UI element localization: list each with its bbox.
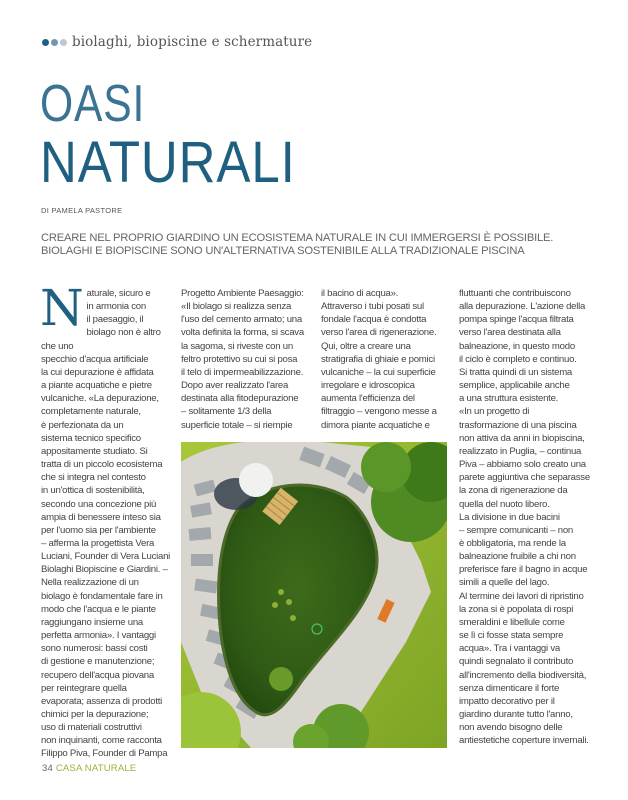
text-line: biolago non è altro che uno [41, 327, 161, 352]
column-2-lines [181, 287, 315, 432]
text-line: l'uso del cemento armato; una [181, 314, 302, 326]
text-line: in armonia con [86, 301, 146, 313]
text-line: «In un progetto di [459, 406, 530, 418]
text-line: Biolaghi Biopiscine e Giardini. – [41, 564, 168, 576]
text-line: Filippo Piva, Founder di Pampa [41, 748, 168, 760]
text-line: secondo una concezione più [41, 498, 157, 510]
text-line: sono numerosi: bassi costi [41, 643, 148, 655]
text-line: Qui, oltre a creare una [321, 340, 411, 352]
body-column-2 [181, 287, 315, 432]
text-line: fluttuanti che contribuiscono [459, 288, 571, 299]
text-line: Si tratta quindi di un sistema [459, 366, 573, 378]
text-line: vulcaniche. «La depurazione, [41, 393, 159, 405]
text-line: aumenta l'efficienza del [321, 393, 415, 405]
text-line: trasformazione di una piscina [459, 419, 577, 431]
text-line: parete aggiuntiva che separasse [459, 472, 590, 484]
section-label: biolaghi, biopiscine e schermature [72, 34, 313, 50]
text-line: semplice, applicabile anche [459, 380, 570, 392]
column-1-lines [40, 279, 177, 761]
text-line: è obbligatoria, ma rende la [459, 537, 566, 549]
text-line: feltro protettivo su cui si posa [181, 353, 298, 365]
text-line: uso di materiali costruttivi [41, 722, 142, 734]
text-line: smeraldini e libellule come [459, 616, 565, 628]
text-line: stratigrafia di ghiaie e pomici [321, 353, 435, 365]
text-line: Progetto Ambiente Paesaggio: [181, 288, 304, 299]
article-deck [41, 232, 621, 258]
text-line: specchio d'acqua artificiale [41, 353, 149, 365]
text-line: ampia di benessere inteso sia [41, 511, 161, 523]
text-line: senza dimenticare il forte [459, 682, 560, 694]
pond-illustration-icon [181, 442, 447, 748]
text-line: il paesaggio, il [86, 314, 144, 326]
text-line: il telo di impermeabilizzazione. [181, 366, 304, 378]
text-line: verso l'area destinata alla [459, 327, 561, 339]
text-line: completamente naturale, [41, 406, 141, 418]
text-line: volta definita la forma, si scava [181, 327, 304, 339]
text-line: modo che l'acqua e le piante [41, 603, 156, 615]
text-line: «Il biolago si realizza senza [181, 301, 292, 313]
text-line: il ciclo è completo e continuo. [459, 353, 577, 365]
text-line: sistema tecnico specifico [41, 432, 141, 444]
text-line: – sempre comunicanti – non [459, 524, 574, 536]
text-line: vulcaniche – la cui superficie [321, 366, 436, 378]
text-line: – afferma la progettista Vera [41, 537, 155, 549]
magazine-name: CASA NATURALE [55, 763, 137, 774]
text-line: impatto decorativo per il [459, 695, 555, 707]
text-line: verso l'area di rigenerazione. [321, 327, 437, 339]
text-line: se lì ci fosse stata sempre [459, 630, 564, 642]
text-line: fondale l'acqua è condotta [321, 314, 427, 326]
text-line: che si integra nel contesto [41, 472, 146, 484]
text-line: pompa spinge l'acqua filtrata [459, 314, 574, 326]
text-line: Al termine dei lavori di ripristino [459, 590, 584, 602]
body-column-4 [459, 287, 619, 747]
text-line: La divisione in due bacini [459, 511, 560, 523]
text-line: acqua». Tra i vantaggi va [459, 643, 560, 655]
text-line: non avendo bisogno delle [459, 722, 563, 734]
text-line: la cui depurazione è affidata [41, 366, 154, 378]
page-folio [42, 763, 136, 774]
text-line: giardino durante tutto l'anno, [459, 709, 573, 720]
text-line: biolago è fondamentale fare in [41, 590, 163, 602]
text-line: non attiva da anni in biopiscina, [459, 432, 585, 444]
deck-line-1: CREARE NEL PROPRIO GIARDINO UN ECOSISTEMA NATURALE IN CUI IMMERGERSI È POSSIBILE. [41, 232, 554, 244]
column-3-lines [321, 287, 455, 432]
column-4-lines [459, 287, 619, 747]
text-line: preferisce fare il bagno in acque [459, 564, 588, 576]
text-line: il bacino di acqua». [321, 288, 399, 299]
text-line: quindi segnalato il contributo [459, 656, 574, 668]
text-line: balneazione fruibile a chi non [459, 551, 576, 563]
text-line: aturale, sicuro e [86, 288, 151, 299]
text-line: Attraverso i tubi posati sul [321, 301, 424, 313]
text-line: la zona si è popolata di rospi [459, 603, 574, 615]
text-line: quella del nuoto libero. [459, 498, 550, 510]
title-line-2: NATURALI [40, 130, 296, 195]
title-line-1: OASI [40, 75, 146, 133]
text-line: in un'ottica di sostenibilità, [41, 485, 145, 497]
text-line: chimici per la depurazione; [41, 709, 149, 720]
text-line: a piante acquatiche e pietre [41, 380, 152, 392]
text-line: filtraggio – vengono messe a [321, 406, 437, 418]
text-line: raggiungano insieme una [41, 616, 143, 628]
text-line: Luciani, Founder di Vera Luciani [41, 551, 171, 563]
text-line: la sagoma, si riveste con un [181, 340, 293, 352]
text-line: irregolare e idroscopica [321, 380, 415, 392]
byline: DI PAMELA PASTORE [41, 206, 123, 215]
body-column-1 [40, 279, 177, 761]
text-line: – solitamente 1/3 della [181, 406, 272, 418]
text-line: alla depurazione. L'azione della [459, 301, 586, 313]
text-line: appositamente studiato. Si [41, 445, 148, 457]
drop-cap: N [40, 279, 84, 337]
text-line: tratta di un piccolo ecosistema [41, 459, 163, 471]
text-line: Piva – abbiamo solo creato una [459, 459, 586, 471]
text-line: perfetta armonia». I vantaggi [41, 630, 156, 642]
text-line: all'incremento della biodiversità, [459, 669, 587, 681]
text-line: balneazione, in questo modo [459, 340, 575, 352]
text-line: Nella realizzazione di un [41, 577, 139, 589]
text-line: per l'uomo sia per l'ambiente [41, 524, 156, 536]
text-line: evaporata; assenza di prodotti [41, 695, 163, 707]
section-kicker [42, 34, 312, 50]
text-line: dimora piante acquatiche e [321, 419, 430, 431]
article-title [40, 75, 331, 195]
text-line: realizzato in Puglia, – continua [459, 445, 582, 457]
text-line: non inquinanti, come racconta [41, 735, 162, 747]
text-line: antiestetiche coperture invernali. [459, 735, 589, 747]
text-line: destinata alla fitodepurazione [181, 393, 299, 405]
text-line: per reintegrare quella [41, 682, 127, 694]
section-dots-icon [42, 39, 67, 46]
dot-light [60, 39, 67, 46]
page-number: 34 [42, 763, 53, 774]
pond-aerial-photo [181, 442, 447, 748]
body-column-3 [321, 287, 455, 432]
text-line: recupero dell'acqua piovana [41, 669, 154, 681]
text-line: a una struttura esistente. [459, 393, 559, 405]
text-line: è perfezionata da un [41, 419, 124, 431]
text-line: Dopo aver realizzato l'area [181, 380, 289, 392]
deck-line-2: BIOLAGHI E BIOPISCINE SONO UN'ALTERNATIVA SOSTENIBILE ALLA TRADIZIONALE PISCINA [41, 245, 525, 257]
dot-mid [51, 39, 58, 46]
text-line: la zona di rigenerazione da [459, 485, 568, 497]
text-line: di gestione e manutenzione; [41, 656, 155, 668]
dot-dark [42, 39, 49, 46]
text-line: simili a quelle del lago. [459, 577, 550, 589]
text-line: superficie totale – si riempie [181, 419, 293, 431]
